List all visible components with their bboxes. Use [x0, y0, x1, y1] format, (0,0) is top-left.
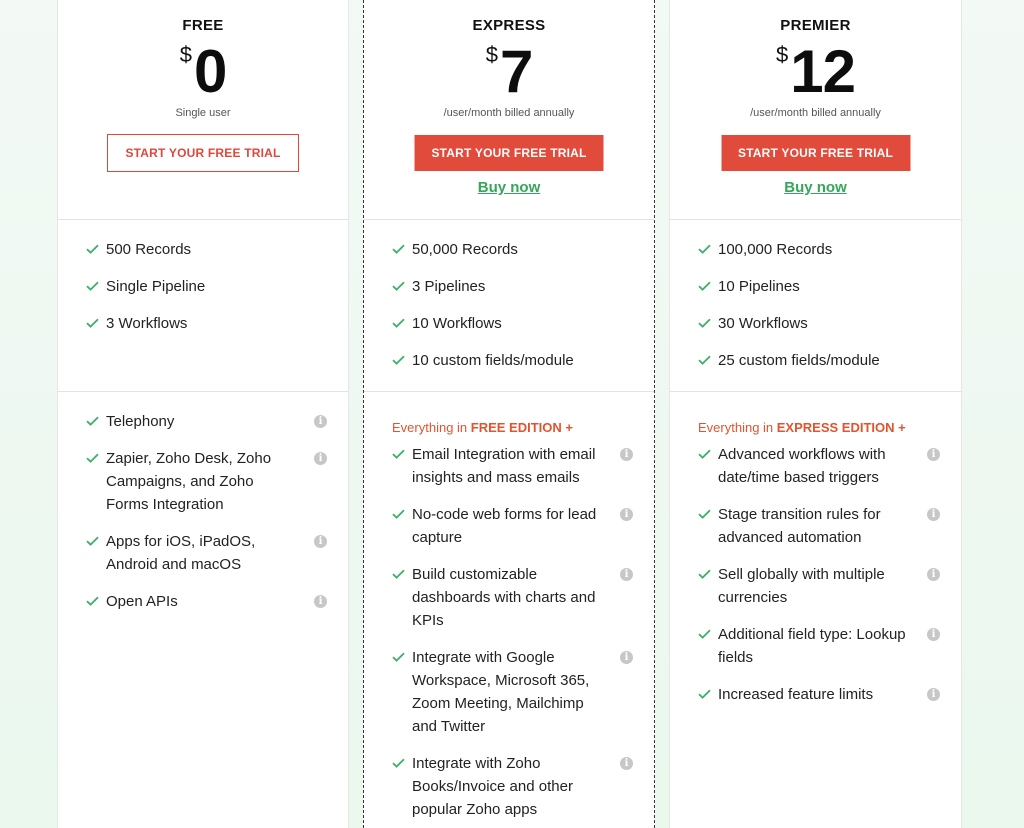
- check-icon: [86, 318, 99, 328]
- feature-item: [392, 503, 634, 549]
- feature-item: [392, 238, 634, 261]
- plan-express-header: [364, 0, 654, 219]
- plan-free-header: [58, 0, 348, 219]
- check-icon: [698, 318, 711, 328]
- start-free-trial-button[interactable]: START YOUR FREE TRIAL: [721, 135, 910, 171]
- buy-now-link[interactable]: Buy now: [784, 179, 847, 196]
- plan-price: [58, 38, 348, 106]
- feature-label: Apps for iOS, iPadOS, Android and macOS: [106, 533, 256, 573]
- advanced-features: [86, 410, 328, 627]
- buy-now-link[interactable]: Buy now: [477, 179, 541, 196]
- plan-name: EXPRESS: [472, 17, 546, 34]
- feature-item: [392, 349, 634, 372]
- feature-item: [698, 238, 941, 261]
- info-icon[interactable]: i: [927, 568, 940, 581]
- plan-premier: [669, 0, 962, 828]
- info-icon[interactable]: i: [927, 448, 940, 461]
- feature-item: [392, 443, 634, 489]
- info-icon[interactable]: i: [314, 535, 327, 548]
- feature-item: [86, 312, 328, 335]
- billing-note: /user/month billed annually: [750, 107, 881, 119]
- info-icon[interactable]: i: [927, 628, 940, 641]
- info-icon[interactable]: i: [620, 757, 633, 770]
- check-icon: [86, 244, 99, 254]
- check-icon: [698, 569, 711, 579]
- feature-label: 50,000 Records: [412, 241, 518, 258]
- feature-item: [698, 443, 941, 489]
- feature-item: [86, 530, 328, 576]
- pricing-plans: [57, 0, 962, 828]
- plan-price: [364, 38, 654, 106]
- feature-item: [698, 275, 941, 298]
- feature-label: Email Integration with email insights and mass emails: [412, 446, 596, 486]
- check-icon: [392, 318, 405, 328]
- check-icon: [698, 244, 711, 254]
- plan-free: [57, 0, 349, 828]
- feature-label: 25 custom fields/module: [718, 352, 880, 369]
- info-icon[interactable]: i: [620, 508, 633, 521]
- feature-item: [86, 590, 328, 613]
- feature-item: [86, 275, 328, 298]
- info-icon[interactable]: i: [620, 651, 633, 664]
- feature-item: [392, 275, 634, 298]
- feature-label: 3 Pipelines: [412, 278, 486, 295]
- check-icon: [698, 509, 711, 519]
- plan-price: [670, 38, 961, 106]
- plan-express: [363, 0, 655, 828]
- feature-item: [698, 563, 941, 609]
- feature-item: [392, 563, 634, 632]
- everything-prefix: Everything in: [698, 420, 777, 435]
- feature-label: 10 custom fields/module: [412, 352, 574, 369]
- feature-label: 500 Records: [106, 241, 192, 258]
- check-icon: [392, 509, 405, 519]
- feature-label: 10 Workflows: [412, 315, 502, 332]
- advanced-features: [698, 443, 941, 720]
- basic-features: [698, 238, 941, 386]
- info-icon[interactable]: i: [314, 452, 327, 465]
- plan-premier-header: [670, 0, 961, 219]
- divider: [670, 219, 961, 220]
- info-icon[interactable]: i: [927, 688, 940, 701]
- feature-label: Single Pipeline: [106, 278, 206, 295]
- feature-item: [698, 312, 941, 335]
- feature-label: Build customizable dashboards with charts and KPIs: [412, 566, 596, 629]
- feature-label: Integrate with Google Workspace, Microsoft 365, Zoom Meeting, Mailchimp and Twitter: [412, 649, 590, 735]
- info-icon[interactable]: i: [620, 448, 633, 461]
- feature-label: 100,000 Records: [718, 241, 833, 258]
- divider: [670, 391, 961, 392]
- check-icon: [392, 652, 405, 662]
- feature-label: Integrate with Zoho Books/Invoice and other popular Zoho apps: [412, 755, 573, 818]
- everything-in-note: [392, 420, 573, 435]
- feature-item: [698, 623, 941, 669]
- feature-item: [392, 312, 634, 335]
- divider: [364, 391, 654, 392]
- check-icon: [86, 281, 99, 291]
- divider: [364, 219, 654, 220]
- start-free-trial-button[interactable]: START YOUR FREE TRIAL: [107, 134, 299, 172]
- everything-in-note: [698, 420, 906, 435]
- check-icon: [392, 449, 405, 459]
- check-icon: [392, 569, 405, 579]
- check-icon: [86, 536, 99, 546]
- divider: [58, 391, 348, 392]
- check-icon: [392, 758, 405, 768]
- currency-symbol: $: [179, 42, 192, 67]
- divider: [58, 219, 348, 220]
- start-free-trial-button[interactable]: START YOUR FREE TRIAL: [415, 135, 604, 171]
- feature-label: No-code web forms for lead capture: [412, 506, 597, 546]
- check-icon: [392, 355, 405, 365]
- feature-label: Advanced workflows with date/time based triggers: [718, 446, 886, 486]
- check-icon: [698, 355, 711, 365]
- check-icon: [392, 281, 405, 291]
- check-icon: [86, 416, 99, 426]
- billing-note: /user/month billed annually: [443, 107, 575, 119]
- plan-name: PREMIER: [780, 17, 851, 34]
- feature-item: [698, 503, 941, 549]
- check-icon: [698, 281, 711, 291]
- feature-label: 10 Pipelines: [718, 278, 800, 295]
- check-icon: [698, 689, 711, 699]
- info-icon[interactable]: i: [314, 415, 327, 428]
- billing-note: Single user: [175, 107, 231, 119]
- feature-item: [392, 646, 634, 738]
- price-amount: 0: [193, 38, 227, 105]
- feature-item: [698, 349, 941, 372]
- feature-label: Zapier, Zoho Desk, Zoho Campaigns, and Zoho Forms Integration: [106, 450, 272, 513]
- currency-symbol: $: [485, 42, 498, 67]
- feature-label: Increased feature limits: [718, 686, 874, 703]
- check-icon: [392, 244, 405, 254]
- feature-label: Telephony: [106, 413, 175, 430]
- check-icon: [86, 453, 99, 463]
- everything-edition: EXPRESS EDITION +: [776, 420, 906, 435]
- feature-label: Open APIs: [106, 593, 178, 610]
- info-icon[interactable]: i: [927, 508, 940, 521]
- check-icon: [86, 596, 99, 606]
- feature-item: [86, 410, 328, 433]
- check-icon: [698, 629, 711, 639]
- feature-item: [392, 752, 634, 821]
- basic-features: [86, 238, 328, 349]
- feature-item: [86, 447, 328, 516]
- feature-label: 30 Workflows: [718, 315, 808, 332]
- feature-item: [86, 238, 328, 261]
- price-amount: 7: [499, 38, 533, 105]
- everything-prefix: Everything in: [392, 420, 471, 435]
- advanced-features: [392, 443, 634, 828]
- feature-item: [698, 683, 941, 706]
- plan-name: FREE: [182, 17, 224, 34]
- everything-edition: FREE EDITION +: [470, 420, 573, 435]
- currency-symbol: $: [776, 42, 789, 67]
- price-amount: 12: [790, 38, 855, 105]
- info-icon[interactable]: i: [314, 595, 327, 608]
- basic-features: [392, 238, 634, 386]
- feature-label: Additional field type: Lookup fields: [718, 626, 906, 666]
- feature-label: Stage transition rules for advanced automation: [718, 506, 881, 546]
- check-icon: [698, 449, 711, 459]
- feature-label: 3 Workflows: [106, 315, 188, 332]
- info-icon[interactable]: i: [620, 568, 633, 581]
- feature-label: Sell globally with multiple currencies: [718, 566, 885, 606]
